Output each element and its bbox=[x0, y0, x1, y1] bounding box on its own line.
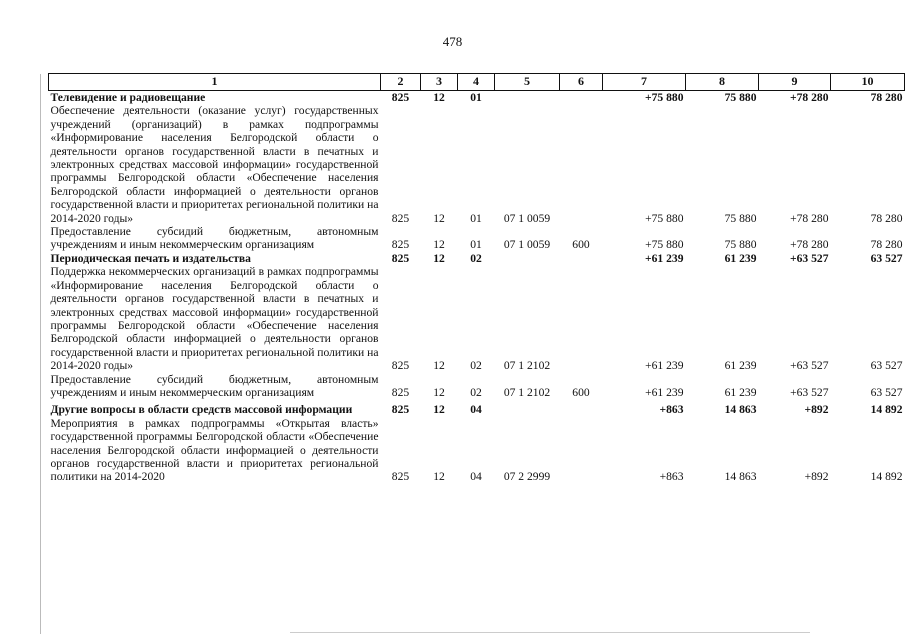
cell-col-10: 63 527 bbox=[870, 251, 903, 265]
cell-col-7: +75 880 bbox=[645, 211, 684, 225]
column-header-6: 6 bbox=[560, 74, 603, 91]
cell-col-8: 61 239 bbox=[724, 385, 757, 399]
cell-col-4: 02 bbox=[470, 251, 482, 265]
bottom-rule bbox=[290, 632, 810, 633]
cell-col-5: 07 2 2999 bbox=[503, 470, 551, 484]
cell-col-8: 75 880 bbox=[724, 211, 757, 225]
cell-col-2: 825 bbox=[391, 211, 410, 225]
cell-col-5 bbox=[495, 91, 560, 105]
cell-col-4: 04 bbox=[470, 403, 482, 417]
cell-col-4: 01 bbox=[470, 238, 482, 252]
cell-col-3: 12 bbox=[433, 211, 445, 225]
column-header-7: 7 bbox=[603, 74, 686, 91]
table-row bbox=[49, 225, 905, 252]
cell-col-9: +63 527 bbox=[790, 359, 829, 373]
section-row bbox=[49, 91, 905, 105]
cell-col-5: 07 1 0059 bbox=[503, 211, 551, 225]
cell-col-7: +75 880 bbox=[645, 238, 684, 252]
cell-col-5: 07 1 0059 bbox=[503, 238, 551, 252]
cell-col-5 bbox=[495, 399, 560, 416]
table-row bbox=[49, 373, 905, 400]
cell-col-8: 75 880 bbox=[724, 238, 757, 252]
cell-col-2: 825 bbox=[391, 251, 410, 265]
table-body bbox=[49, 91, 905, 484]
cell-col-2: 825 bbox=[391, 403, 410, 417]
cell-col-10: 63 527 bbox=[870, 359, 903, 373]
cell-col-4: 02 bbox=[470, 359, 482, 373]
row-description: Поддержка некоммерческих организаций в рамках подпрограммы «Информирование населения Белгородской области о деятельности органов государственной власти в печатных и электронных средствах массовой информации» государственной программы Белгородской области «Обеспечение населения Белгородской области информацией о деятельности органов государственной власти и приоритетах региональной политики на 2014-2020 годы» bbox=[50, 265, 379, 373]
left-margin-line bbox=[40, 74, 41, 634]
row-description: Предоставление субсидий бюджетным, автономным учреждениям и иным некоммерческим организациям bbox=[50, 372, 379, 399]
column-header-4: 4 bbox=[458, 74, 495, 91]
column-header-8: 8 bbox=[686, 74, 759, 91]
cell-col-6 bbox=[560, 399, 603, 416]
cell-col-6: 600 bbox=[572, 238, 590, 252]
cell-col-6 bbox=[560, 252, 603, 265]
cell-col-10: 63 527 bbox=[870, 385, 903, 399]
cell-col-4: 02 bbox=[470, 385, 482, 399]
cell-col-8: 61 239 bbox=[724, 251, 757, 265]
cell-col-3: 12 bbox=[433, 91, 445, 104]
cell-col-3: 12 bbox=[433, 359, 445, 373]
column-header-10: 10 bbox=[831, 74, 905, 91]
cell-col-7: +863 bbox=[659, 403, 684, 417]
cell-col-4: 04 bbox=[470, 470, 482, 484]
table-header bbox=[49, 74, 905, 91]
cell-col-9: +78 280 bbox=[790, 238, 829, 252]
cell-col-3: 12 bbox=[433, 238, 445, 252]
cell-col-10: 14 892 bbox=[870, 470, 903, 484]
column-header-2: 2 bbox=[381, 74, 421, 91]
cell-col-6 bbox=[560, 265, 603, 372]
table-row bbox=[49, 104, 905, 225]
cell-col-6 bbox=[560, 91, 603, 105]
cell-col-2: 825 bbox=[391, 385, 410, 399]
cell-col-6: 600 bbox=[572, 385, 590, 399]
cell-col-2: 825 bbox=[391, 238, 410, 252]
column-header-3: 3 bbox=[421, 74, 458, 91]
cell-col-9: +892 bbox=[804, 403, 829, 417]
section-title: Периодическая печать и издательства bbox=[50, 251, 251, 265]
column-header-1: 1 bbox=[49, 74, 381, 91]
cell-col-10: 78 280 bbox=[870, 238, 903, 252]
cell-col-9: +63 527 bbox=[790, 251, 829, 265]
cell-col-7: +61 239 bbox=[645, 385, 684, 399]
cell-col-2: 825 bbox=[391, 359, 410, 373]
cell-col-7: +61 239 bbox=[645, 359, 684, 373]
cell-col-9: +892 bbox=[804, 470, 829, 484]
page-number: 478 bbox=[442, 34, 463, 49]
section-row bbox=[49, 252, 905, 265]
column-header-5: 5 bbox=[495, 74, 560, 91]
cell-col-7: +863 bbox=[659, 470, 684, 484]
cell-col-9: +78 280 bbox=[790, 91, 829, 104]
cell-col-9: +63 527 bbox=[790, 385, 829, 399]
cell-col-7: +61 239 bbox=[645, 251, 684, 265]
cell-col-10: 78 280 bbox=[870, 211, 903, 225]
cell-col-8: 61 239 bbox=[724, 359, 757, 373]
cell-col-3: 12 bbox=[433, 470, 445, 484]
section-title: Телевидение и радиовещание bbox=[50, 91, 206, 104]
cell-col-10: 78 280 bbox=[870, 91, 903, 104]
cell-col-6 bbox=[560, 417, 603, 484]
cell-col-8: 14 863 bbox=[724, 403, 757, 417]
cell-col-2: 825 bbox=[391, 91, 410, 104]
cell-col-10: 14 892 bbox=[870, 403, 903, 417]
cell-col-6 bbox=[560, 104, 603, 225]
cell-col-5 bbox=[495, 252, 560, 265]
cell-col-5: 07 1 2102 bbox=[503, 385, 551, 399]
cell-col-5: 07 1 2102 bbox=[503, 359, 551, 373]
table-row bbox=[49, 265, 905, 372]
cell-col-3: 12 bbox=[433, 403, 445, 417]
section-title: Другие вопросы в области средств массовой информации bbox=[50, 403, 353, 417]
cell-col-3: 12 bbox=[433, 385, 445, 399]
cell-col-9: +78 280 bbox=[790, 211, 829, 225]
cell-col-3: 12 bbox=[433, 251, 445, 265]
cell-col-8: 14 863 bbox=[724, 470, 757, 484]
section-row bbox=[49, 399, 905, 416]
cell-col-7: +75 880 bbox=[645, 91, 684, 104]
cell-col-2: 825 bbox=[391, 470, 410, 484]
table-row bbox=[49, 417, 905, 484]
budget-table bbox=[48, 73, 905, 484]
header-row bbox=[49, 74, 905, 91]
cell-col-8: 75 880 bbox=[724, 91, 757, 104]
row-description: Обеспечение деятельности (оказание услуг) государственных учреждений (организаций) в рамках подпрограммы «Информирование населения Белгородской области о деятельности органов государственной власти в печатных и электронных средствах массовой информации» государственной программы Белгородской области «Обеспечение населения Белгородской области информацией о деятельности органов государственной власти и приоритетах региональной политики на 2014-2020 годы» bbox=[50, 104, 379, 225]
row-description: Мероприятия в рамках подпрограммы «Открытая власть» государственной программы Белгородской области «Обеспечение населения Белгородской области информацией о деятельности органов государственной власти и приоритетах региональной политики на 2014-2020 bbox=[50, 416, 379, 484]
row-description: Предоставление субсидий бюджетным, автономным учреждениям и иным некоммерческим организациям bbox=[50, 225, 379, 252]
cell-col-4: 01 bbox=[470, 91, 482, 104]
column-header-9: 9 bbox=[759, 74, 831, 91]
cell-col-4: 01 bbox=[470, 211, 482, 225]
